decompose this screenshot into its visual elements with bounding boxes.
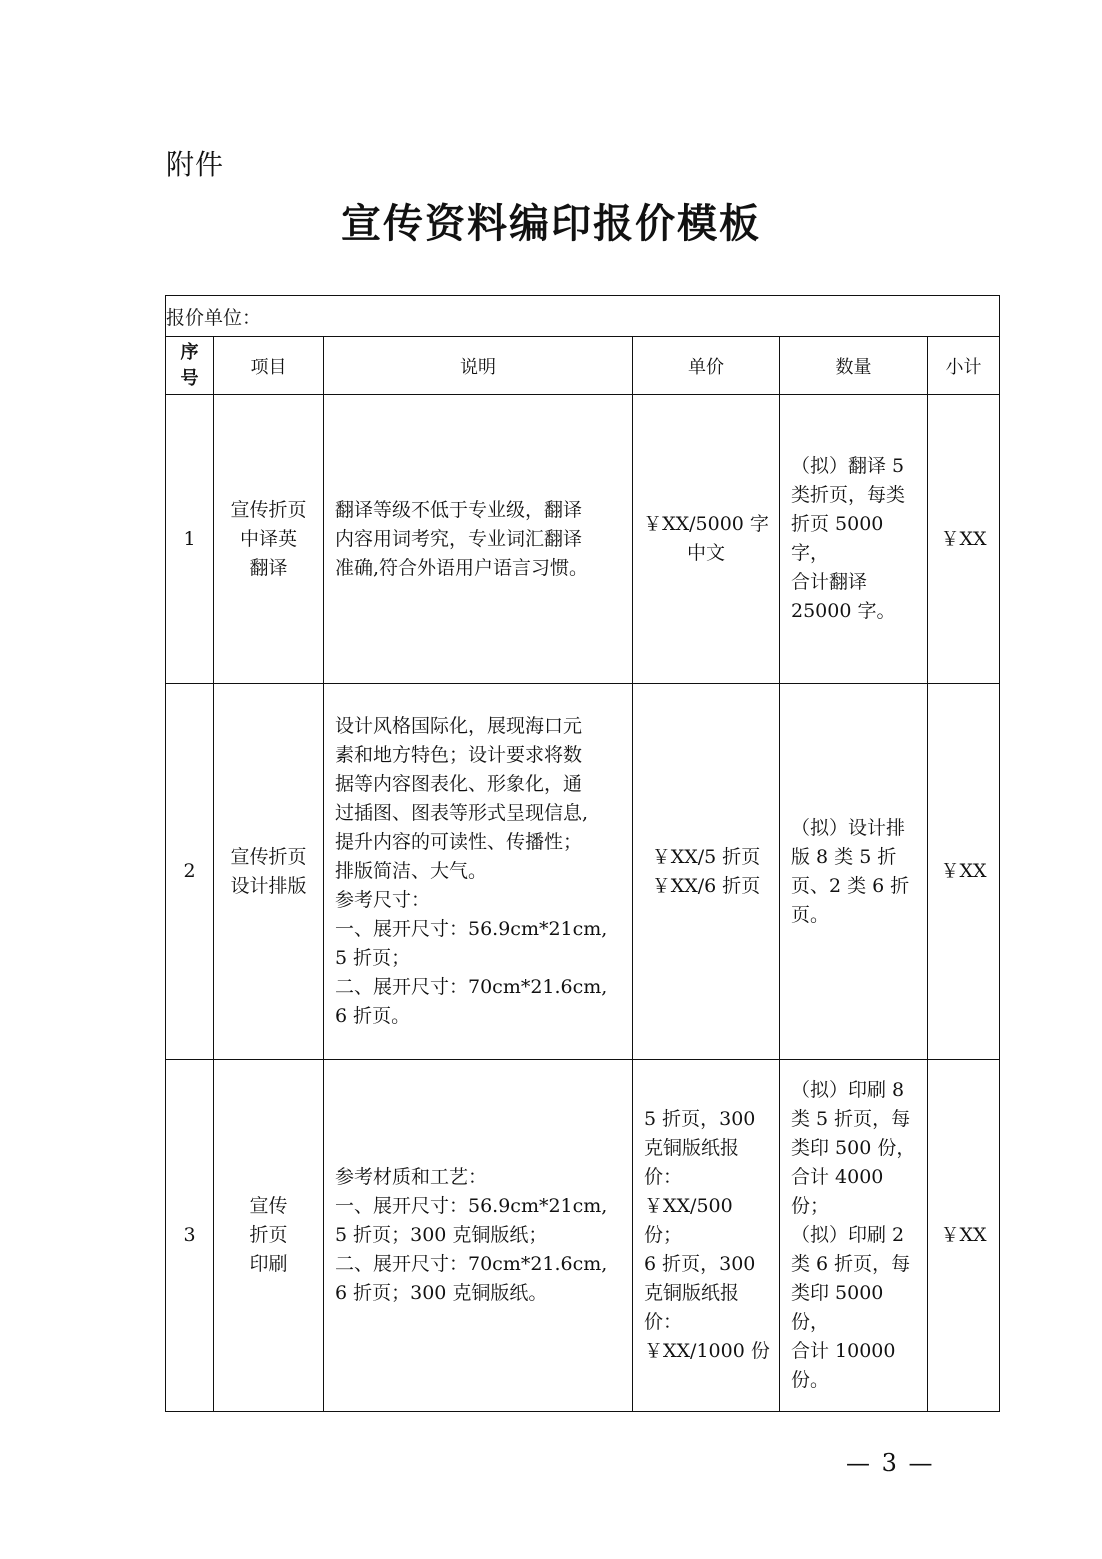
row-price: ￥XX/5 折页 ￥XX/6 折页	[633, 684, 780, 1060]
table-row	[166, 395, 1000, 684]
header-subtotal: 小计	[928, 337, 1000, 395]
table-row	[166, 1060, 1000, 1412]
header-price: 单价	[633, 337, 780, 395]
header-item: 项目	[214, 337, 324, 395]
row-price: 5 折页，300 克铜版纸报 价： ￥XX/500 份； 6 折页，300 克铜版纸报 价： ￥XX/1000 份	[633, 1060, 780, 1412]
row-seq: 3	[166, 1060, 214, 1412]
row-subtotal: ￥XX	[928, 684, 1000, 1060]
table-row	[166, 684, 1000, 1060]
table-header-row	[166, 337, 1000, 395]
row-qty: （拟）翻译 5 类折页，每类 折页 5000 字， 合计翻译 25000 字。	[780, 395, 928, 684]
row-qty: （拟）印刷 8 类 5 折页，每 类印 500 份， 合计 4000 份； （拟）印刷 2 类 6 折页，每 类印 5000 份， 合计 10000 份。	[780, 1060, 928, 1412]
row-item: 宣传折页 中译英 翻译	[214, 395, 324, 684]
row-subtotal: ￥XX	[928, 395, 1000, 684]
row-item: 宣传 折页 印刷	[214, 1060, 324, 1412]
row-desc: 参考材质和工艺： 一、展开尺寸：56.9cm*21cm, 5 折页；300 克铜版纸； 二、展开尺寸：70cm*21.6cm, 6 折页；300 克铜版纸。	[324, 1060, 633, 1412]
quote-unit-row	[166, 296, 1000, 337]
attachment-label: 附件	[166, 148, 225, 181]
row-qty: （拟）设计排 版 8 类 5 折 页、2 类 6 折 页。	[780, 684, 928, 1060]
header-desc: 说明	[324, 337, 633, 395]
page-number: — 3 —	[846, 1449, 935, 1477]
row-item: 宣传折页 设计排版	[214, 684, 324, 1060]
quote-unit-label: 报价单位：	[166, 296, 1000, 337]
row-seq: 1	[166, 395, 214, 684]
row-desc: 设计风格国际化，展现海口元 素和地方特色；设计要求将数 据等内容图表化、形象化，通 过插图、图表等形式呈现信息, 提升内容的可读性、传播性； 排版简洁、大气。 参考尺寸： 一、展开尺寸：56.9cm*21cm, 5 折页； 二、展开尺寸：70cm*21.6cm, 6 折页。	[324, 684, 633, 1060]
document-title: 宣传资料编印报价模板	[341, 201, 761, 247]
row-subtotal: ￥XX	[928, 1060, 1000, 1412]
row-desc: 翻译等级不低于专业级，翻译 内容用词考究，专业词汇翻译 准确,符合外语用户语言习惯。	[324, 395, 633, 684]
header-seq: 序 号	[166, 337, 214, 395]
row-price: ￥XX/5000 字 中文	[633, 395, 780, 684]
quote-table	[165, 295, 1000, 1412]
row-seq: 2	[166, 684, 214, 1060]
header-qty: 数量	[780, 337, 928, 395]
